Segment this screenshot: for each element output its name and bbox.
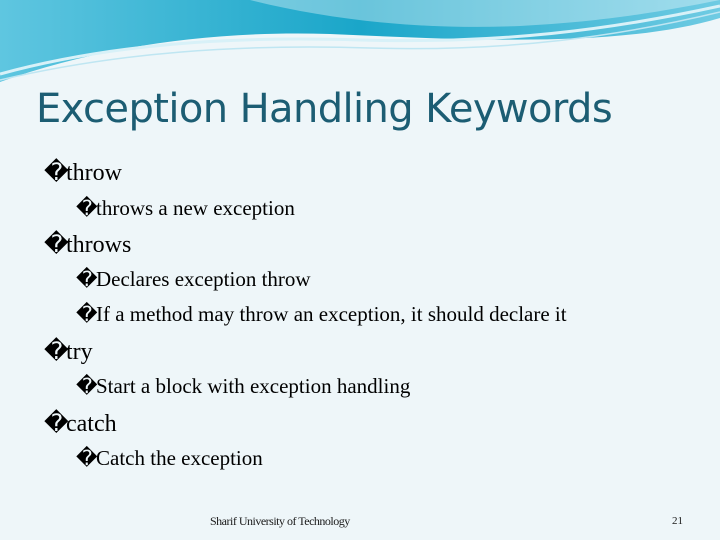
bullet-item: [44, 409, 117, 438]
bullet-item: [76, 446, 263, 471]
header-wave-decoration: [0, 0, 720, 90]
bullet-icon: �: [44, 158, 69, 186]
bullet-text: throws a new exception: [96, 196, 295, 220]
page-number: 21: [672, 515, 683, 527]
bullet-item: [44, 158, 122, 187]
bullet-text: Declares exception throw: [96, 267, 311, 291]
bullet-icon: �: [44, 409, 69, 437]
bullet-text: try: [66, 339, 93, 365]
bullet-icon: �: [76, 302, 98, 326]
bullet-item: [44, 337, 93, 366]
bullet-item: [76, 267, 311, 292]
bullet-icon: �: [44, 230, 69, 258]
bullet-icon: �: [76, 374, 98, 398]
bullet-item: [44, 230, 131, 259]
bullet-text: throw: [66, 160, 122, 186]
bullet-icon: �: [76, 267, 98, 291]
bullet-text: If a method may throw an exception, it should declare it: [96, 302, 567, 326]
page-title: Exception Handling Keywords: [36, 86, 613, 132]
bullet-text: Catch the exception: [96, 446, 263, 470]
bullet-item: [76, 196, 295, 221]
bullet-icon: �: [76, 196, 98, 220]
bullet-text: throws: [66, 232, 132, 258]
footer-institution: Sharif University of Technology: [210, 514, 350, 528]
bullet-item: [76, 374, 410, 399]
bullet-text: Start a block with exception handling: [96, 374, 411, 398]
bullet-item: [76, 302, 567, 327]
bullet-text: catch: [66, 411, 117, 437]
bullet-icon: �: [76, 446, 98, 470]
bullet-icon: �: [44, 337, 69, 365]
